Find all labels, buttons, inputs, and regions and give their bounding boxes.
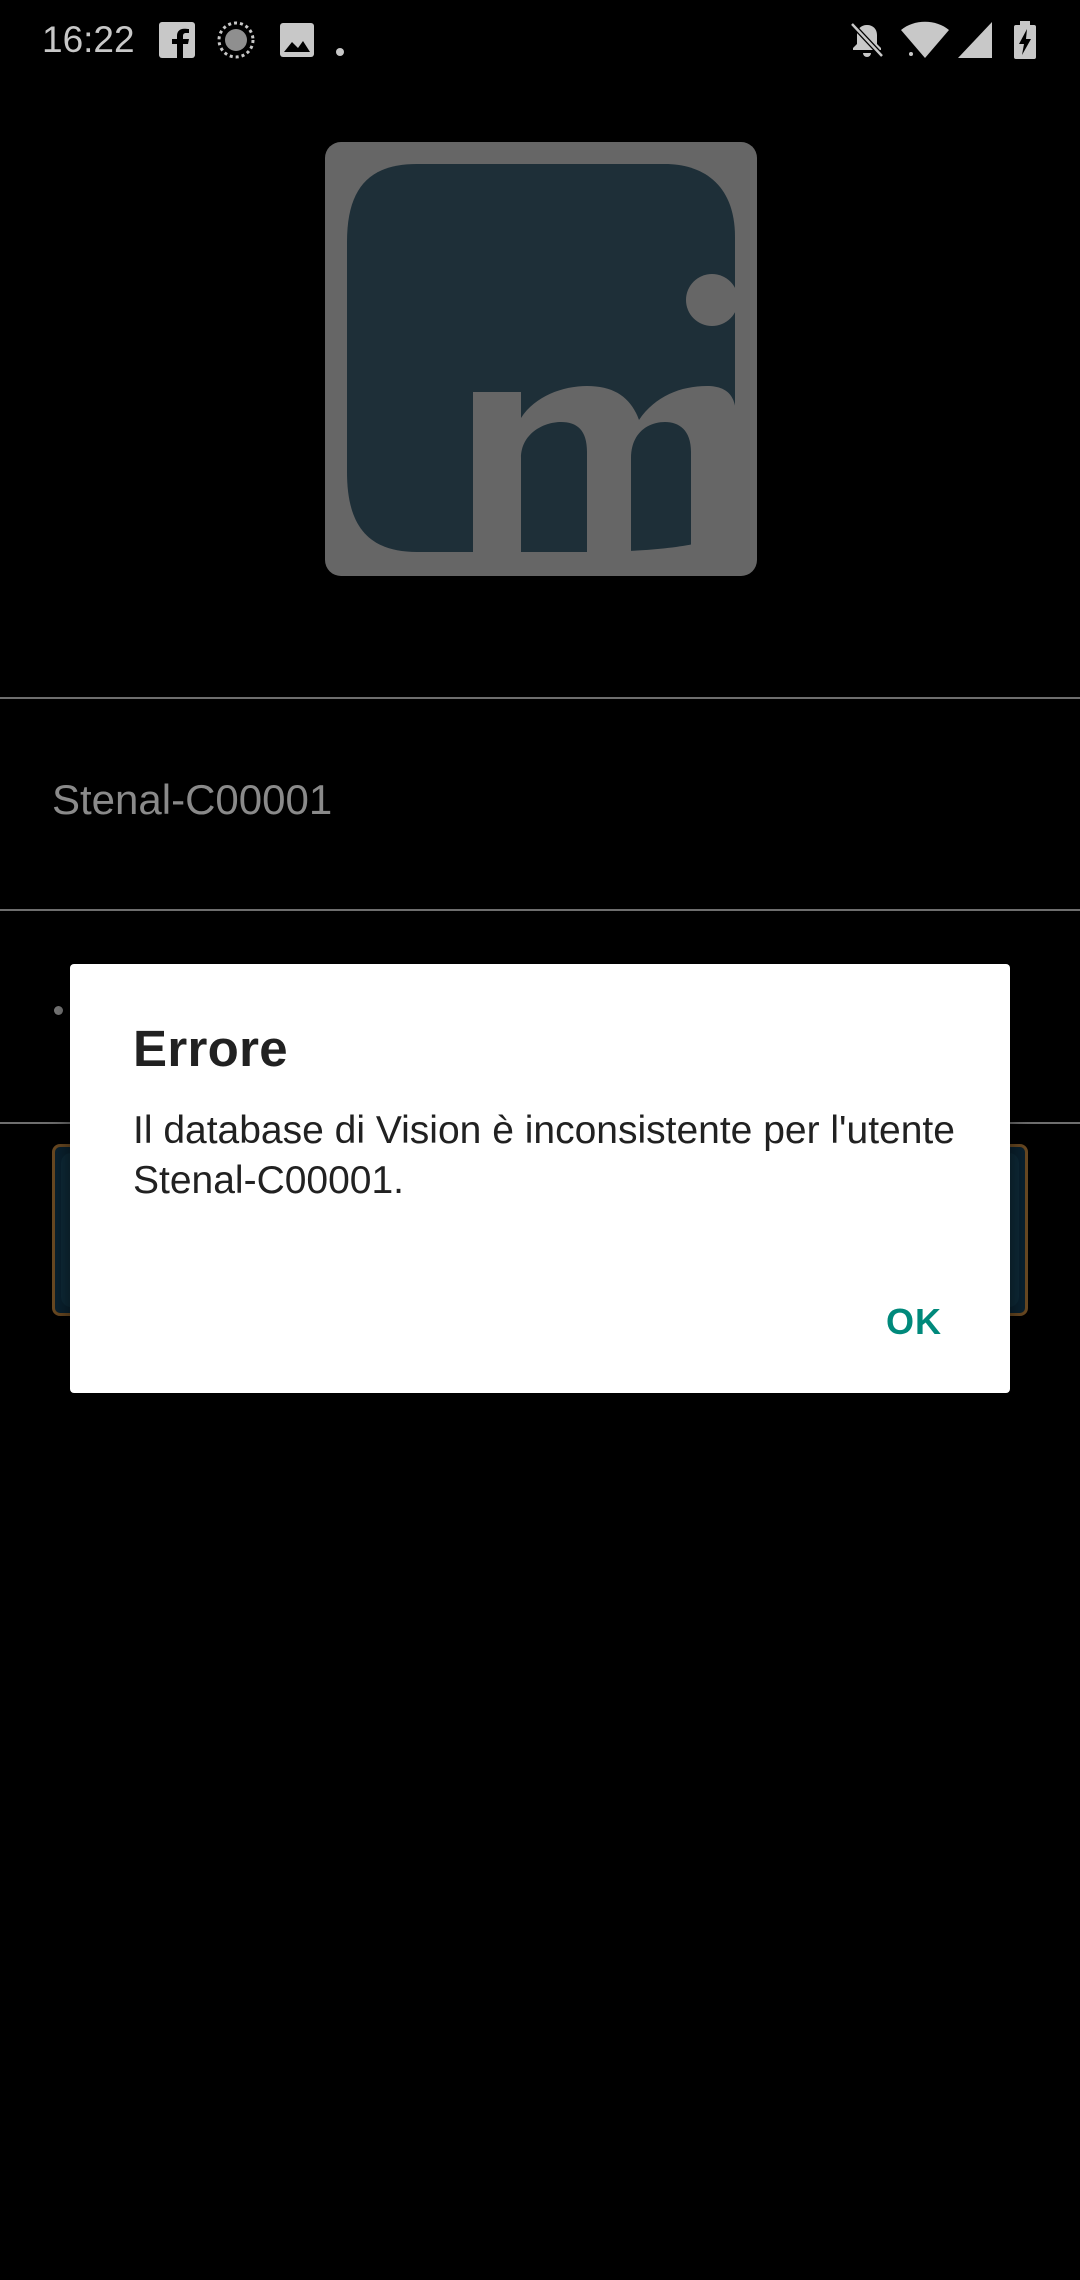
status-time: 16:22 [42,19,135,60]
username-field[interactable]: Stenal-C00001 [52,776,333,823]
dialog-title: Errore [133,1020,288,1077]
error-dialog [70,964,1010,1393]
ok-button[interactable]: OK [854,1282,974,1362]
dialog-message: Il database di Vision è inconsistente per l'utente Stenal-C00001. [133,1109,955,1202]
